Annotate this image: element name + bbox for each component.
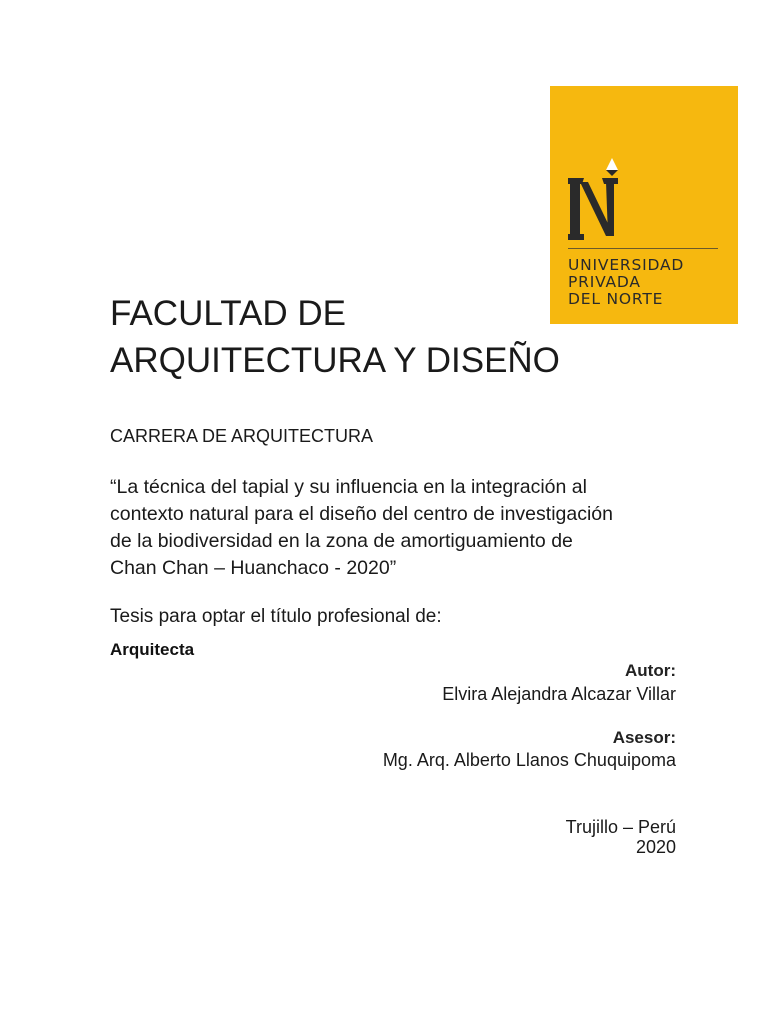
thesis-purpose: Tesis para optar el título profesional de: [110,606,442,627]
author-name: Elvira Alejandra Alcazar Villar [442,684,676,704]
thesis-title-line: “La técnica del tapial y su influencia en la integración al [110,476,587,498]
year: 2020 [635,837,676,857]
place: Trujillo – Perú [565,817,676,837]
faculty-line-2: ARQUITECTURA Y DISEÑO [110,341,560,380]
degree-title: Arquitecta [110,640,195,659]
thesis-title-line: Chan Chan – Huanchaco - 2020” [110,557,397,579]
n-star-logo-icon [568,156,618,246]
thesis-title-line: contexto natural para el diseño del centro de investigación [110,503,613,525]
advisor-name: Mg. Arq. Alberto Llanos Chuquipoma [382,750,676,770]
thesis-title [110,474,710,582]
university-name-line: UNIVERSIDAD [568,256,685,274]
author-label: Autor: [625,661,676,680]
career-name: CARRERA DE ARQUITECTURA [110,426,374,446]
university-name-line: DEL NORTE [568,290,664,308]
faculty-line-1: FACULTAD DE [110,294,346,333]
logo-divider [568,248,718,249]
thesis-title-line: de la biodiversidad en la zona de amortiguamiento de [110,530,573,552]
university-logo [550,86,738,324]
advisor-label: Asesor: [612,728,676,747]
faculty-heading [110,290,560,384]
university-name [568,257,684,308]
university-name-line: PRIVADA [568,273,641,291]
